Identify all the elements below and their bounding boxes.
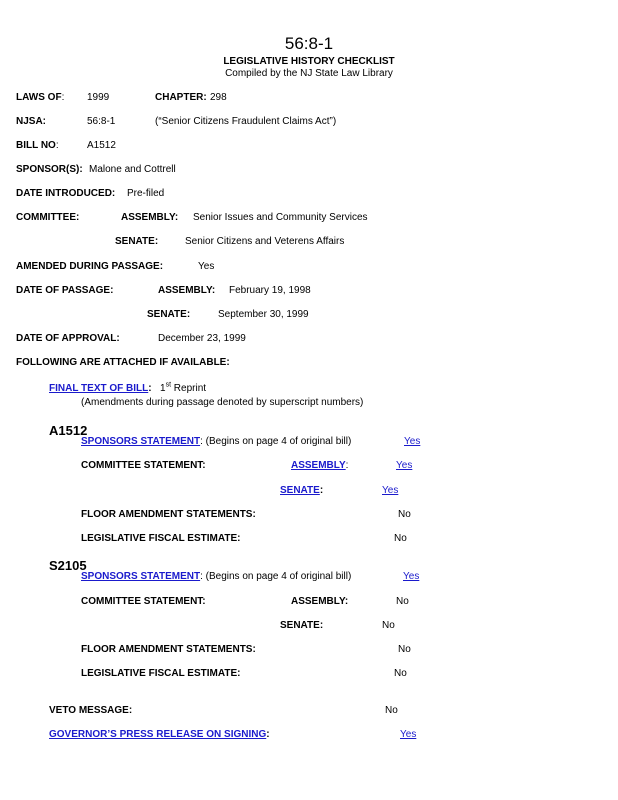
- date-introduced-label: DATE INTRODUCED:: [16, 188, 116, 199]
- committee-label: COMMITTEE:: [16, 212, 80, 223]
- s2105-fiscal-value: No: [394, 668, 407, 679]
- s2105-senate-label: SENATE:: [280, 620, 324, 631]
- committee-senate-value: Senior Citizens and Veterens Affairs: [185, 236, 345, 247]
- a1512-assembly-yes-link[interactable]: Yes: [396, 460, 413, 471]
- a1512-floor-value: No: [398, 509, 411, 520]
- final-text-row: [49, 383, 152, 395]
- bill-no-value: A1512: [87, 140, 116, 151]
- final-text-link[interactable]: FINAL TEXT OF BILL: [49, 383, 149, 394]
- bill-no-label: BILL NO: [16, 140, 56, 151]
- a1512-sponsors-note: : (Begins on page 4 of original bill): [200, 436, 352, 447]
- veto-value: No: [385, 705, 398, 716]
- s2105-sponsors-yes-link[interactable]: Yes: [403, 571, 420, 582]
- committee-assembly-label: ASSEMBLY:: [121, 212, 179, 223]
- bill-s2105-heading: S2105: [49, 558, 87, 573]
- approval-value: December 23, 1999: [158, 333, 246, 344]
- s2105-sponsors-note: : (Begins on page 4 of original bill): [200, 571, 352, 582]
- bill-no-row: [16, 140, 59, 152]
- s2105-floor-label: FLOOR AMENDMENT STATEMENTS:: [81, 644, 256, 655]
- njsa-title: (“Senior Citizens Fraudulent Claims Act”): [155, 116, 337, 127]
- a1512-sponsors-yes-link[interactable]: Yes: [404, 436, 421, 447]
- s2105-fiscal-label: LEGISLATIVE FISCAL ESTIMATE:: [81, 668, 241, 679]
- press-release-yes-link[interactable]: Yes: [400, 729, 417, 740]
- reprint-label: [160, 383, 206, 395]
- a1512-sponsors-row: [81, 436, 351, 448]
- committee-assembly-value: Senior Issues and Community Services: [193, 212, 368, 223]
- a1512-fiscal-value: No: [394, 533, 407, 544]
- a1512-floor-label: FLOOR AMENDMENT STATEMENTS:: [81, 509, 256, 520]
- page-subtitle: LEGISLATIVE HISTORY CHECKLIST: [223, 56, 395, 67]
- sponsors-value: Malone and Cottrell: [89, 164, 176, 175]
- a1512-senate-yes-link[interactable]: Yes: [382, 485, 399, 496]
- approval-label: DATE OF APPROVAL:: [16, 333, 120, 344]
- a1512-senate-colon: :: [319, 485, 324, 496]
- committee-senate-label: SENATE:: [115, 236, 159, 247]
- press-release-link[interactable]: GOVERNOR’S PRESS RELEASE ON SIGNING: [49, 729, 267, 740]
- bill-a1512-heading: A1512: [49, 423, 88, 438]
- chapter-label: CHAPTER:: [155, 92, 207, 103]
- a1512-assembly-colon: :: [345, 460, 349, 471]
- passage-senate-label: SENATE:: [147, 309, 191, 320]
- s2105-assembly-value: No: [396, 596, 409, 607]
- compiled-by: Compiled by the NJ State Law Library: [225, 68, 393, 79]
- passage-label: DATE OF PASSAGE:: [16, 285, 114, 296]
- njsa-value: 56:8-1: [87, 116, 116, 127]
- chapter-value: 298: [210, 92, 227, 103]
- s2105-senate-value: No: [382, 620, 395, 631]
- page-title: 56:8-1: [284, 34, 334, 53]
- s2105-sponsors-row: [81, 571, 351, 583]
- passage-assembly-value: February 19, 1998: [229, 285, 311, 296]
- sponsors-label: SPONSOR(S):: [16, 164, 83, 175]
- laws-of-colon: :: [61, 92, 65, 103]
- laws-of-row: [16, 92, 64, 104]
- attached-heading: FOLLOWING ARE ATTACHED IF AVAILABLE:: [16, 357, 230, 368]
- final-text-note: (Amendments during passage denoted by superscript numbers): [81, 397, 364, 408]
- s2105-committee-label: COMMITTEE STATEMENT:: [81, 596, 206, 607]
- a1512-senate-row: [280, 485, 323, 497]
- press-release-colon: :: [266, 729, 270, 740]
- amended-value: Yes: [198, 261, 215, 272]
- amended-label: AMENDED DURING PASSAGE:: [16, 261, 164, 272]
- njsa-label: NJSA:: [16, 116, 47, 127]
- s2105-assembly-label: ASSEMBLY:: [291, 596, 349, 607]
- s2105-sponsors-link[interactable]: SPONSORS STATEMENT: [81, 571, 201, 582]
- passage-assembly-label: ASSEMBLY:: [158, 285, 216, 296]
- press-release-row: [49, 729, 270, 741]
- laws-of-label: LAWS OF: [16, 92, 62, 103]
- reprint-number: 1: [160, 383, 166, 394]
- veto-label: VETO MESSAGE:: [49, 705, 133, 716]
- a1512-assembly-row: [291, 460, 348, 472]
- a1512-senate-link[interactable]: SENATE: [280, 485, 320, 496]
- a1512-sponsors-link[interactable]: SPONSORS STATEMENT: [81, 436, 201, 447]
- bill-no-colon: :: [55, 140, 59, 151]
- date-introduced-value: Pre-filed: [127, 188, 165, 199]
- reprint-superscript: st: [165, 381, 172, 389]
- s2105-floor-value: No: [398, 644, 411, 655]
- passage-senate-value: September 30, 1999: [218, 309, 309, 320]
- a1512-committee-label: COMMITTEE STATEMENT:: [81, 460, 206, 471]
- a1512-fiscal-label: LEGISLATIVE FISCAL ESTIMATE:: [81, 533, 241, 544]
- reprint-word: Reprint: [173, 383, 207, 394]
- laws-of-value: 1999: [87, 92, 110, 103]
- a1512-assembly-link[interactable]: ASSEMBLY: [291, 460, 346, 471]
- final-text-colon: :: [148, 383, 152, 394]
